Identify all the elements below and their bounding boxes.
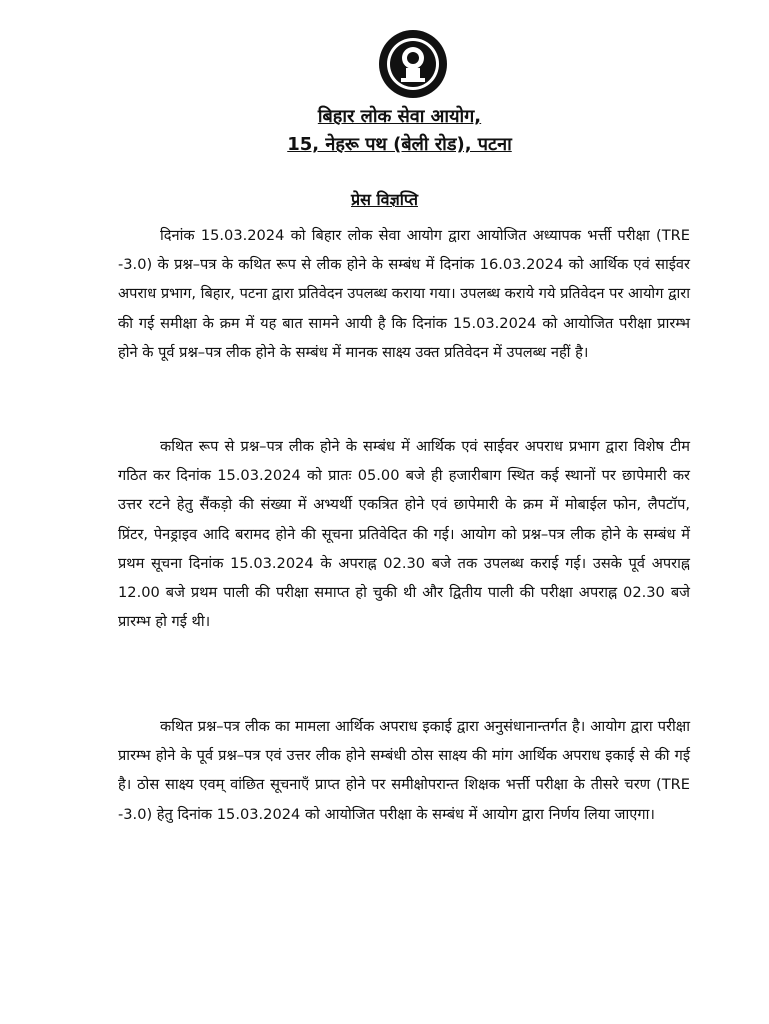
org-name: बिहार लोक सेवा आयोग, (317, 106, 482, 127)
org-address: 15, नेहरू पथ (बेली रोड), पटना (287, 134, 512, 155)
paragraph: कथित रूप से प्रश्न–पत्र लीक होने के सम्बंध में आर्थिक एवं साईवर अपराध प्रभाग द्वारा विशेष टीम गठित कर दिनांक 15.03.2024 को प्रातः 05.00 बजे ही हजारीबाग स्थित कई स्थानों पर छापेमारी कर उत्तर रटने हेतु सैंकड़ो की संख्या में अभ्यर्थी एकत्रित होने एवं छापेमारी के क्रम में मोबाईल फोन, लैपटॉप, प्रिंटर, पेनड्राइव आदि बरामद होने की सूचना प्रतिवेदित की गई। आयोग को प्रश्न–पत्र लीक होने के सम्बंध में प्रथम सूचना दिनांक 15.03.2024 के अपराह्न 02.30 बजे तक उपलब्ध कराई गई। उसके पूर्व अपराह्न 12.00 बजे प्रथम पाली की परीक्षा समाप्त हो चुकी थी और द्वितीय पाली की परीक्षा अपराह्न 02.30 बजे प्रारम्भ हो गई थी। (118, 438, 690, 631)
document-title: प्रेस विज्ञप्ति (351, 190, 418, 209)
paragraph: दिनांक 15.03.2024 को बिहार लोक सेवा आयोग द्वारा आयोजित अध्यापक भर्त्ती परीक्षा (TRE -3.0) के प्रश्न–पत्र के कथित रूप से लीक होने के सम्बंध में दिनांक 16.03.2024 को आर्थिक एवं साईवर अपराध प्रभाग, बिहार, पटना द्वारा प्रतिवेदन उपलब्ध कराया गया। उपलब्ध कराये गये प्रतिवेदन पर आयोग द्वारा की गई समीक्षा के क्रम में यह बात सामने आयी है कि दिनांक 15.03.2024 को आयोजित परीक्षा प्रारम्भ होने के पूर्व प्रश्न–पत्र लीक होने के सम्बंध में मानक साक्ष्य उक्त प्रतिवेदन में उपलब्ध नहीं है। (118, 227, 690, 361)
bpsc-seal-logo (377, 28, 449, 100)
paragraph: कथित प्रश्न–पत्र लीक का मामला आर्थिक अपराध इकाई द्वारा अनुसंधानान्तर्गत है। आयोग द्वारा परीक्षा प्रारम्भ होने के पूर्व प्रश्न–पत्र एवं उत्तर लीक होने सम्बंधी ठोस साक्ष्य की मांग आर्थिक अपराध इकाई से की गई है। ठोस साक्ष्य एवम् वांछित सूचनाएँ प्राप्त होने पर समीक्षोपरान्त शिक्षक भर्त्ती परीक्षा के तीसरे चरण (TRE -3.0) हेतु दिनांक 15.03.2024 को आयोजित परीक्षा के सम्बंध में आयोग द्वारा निर्णय लिया जाएगा। (118, 718, 690, 823)
